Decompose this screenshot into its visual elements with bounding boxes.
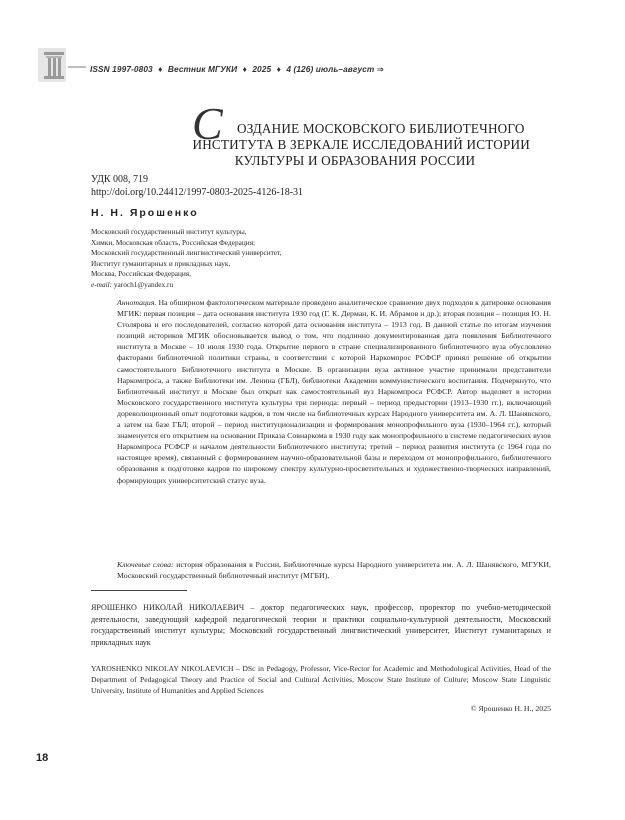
year: 2025 — [252, 64, 272, 74]
separator-2: ♦ — [242, 64, 247, 74]
keywords-text: история образования в России, Библиотечные курсы Народного университета им. А. Л. Шанявского, МГУКИ, Московский государственный библиотечный институт (МГБИ), — [117, 560, 551, 581]
keywords — [117, 559, 551, 581]
title-line-2: ИНСТИТУТА В ЗЕРКАЛЕ ИССЛЕДОВАНИЙ ИСТОРИИ — [192, 137, 530, 152]
separator-3: ♦ — [276, 64, 281, 74]
journal-info — [90, 64, 384, 74]
issue: 4 (126) июль–август — [286, 64, 375, 74]
article-title — [150, 98, 530, 169]
affiliation-line: Химки, Московская область, Российская Федерация; — [91, 237, 256, 247]
doi-link[interactable]: http://doi.org/10.24412/1997-0803-2025-4126-18-31 — [91, 186, 304, 198]
email-label: e-mail: — [91, 279, 113, 289]
author-info-en — [91, 663, 551, 697]
separator-1: ♦ — [158, 64, 163, 74]
abstract — [117, 297, 551, 486]
author-name-ru: ЯРОШЕНКО НИКОЛАЙ НИКОЛАЕВИЧ — [91, 603, 245, 612]
author-name-en: YAROSHENKO NIKOLAY NIKOLAEVICH — [91, 664, 234, 673]
title-initial: С — [192, 98, 223, 149]
journal-name: Вестник МГУКИ — [167, 64, 238, 74]
author-info-ru — [91, 602, 551, 649]
page-number: 18 — [36, 752, 49, 764]
column-logo-icon — [38, 46, 88, 84]
affiliations — [91, 227, 282, 290]
arrow-icon: ⇒ — [376, 64, 384, 74]
copyright: © Ярошенко Н. Н., 2025 — [470, 704, 551, 713]
author-info-ru-text: – доктор педагогических наук, профессор, проректор по учебно-методической деятельности, заведующий кафедрой педагогической теории и практики социально-культурной деятельности, Московский государственный институт культуры; Московский государственный лингвистический университет, Институт гуманитарных и прикладных наук — [91, 603, 551, 648]
author-info-en-text: – DSc in Pedagogy, Professor, Vice-Rector for Academic and Methodological Activities, Head of the Department of Pedagogical Theory and Practice of Social and Cultural Activities, Moscow State Institute of Culture; Moscow State Linguistic University, Institute of Humanities and Applied Sciences — [91, 664, 551, 696]
author-name: Н. Н. Ярошенко — [91, 207, 199, 219]
udc: УДК 008, 719 — [91, 174, 149, 185]
title-line-3: КУЛЬТУРЫ И ОБРАЗОВАНИЯ РОССИИ — [234, 153, 476, 168]
keywords-label: Ключевые слова: — [117, 560, 174, 569]
udc-doi-block — [91, 174, 303, 199]
affiliation-line: Московский государственный институт культуры, — [91, 227, 247, 236]
affiliation-line: Московский государственный лингвистический университет, — [91, 248, 282, 257]
email-link[interactable]: yaroch1@yandex.ru — [113, 279, 174, 289]
affiliation-line: Москва, Российская Федерация, — [91, 269, 191, 278]
footnote-divider — [91, 590, 187, 591]
issn: ISSN 1997-0803 — [90, 64, 153, 74]
abstract-label: Аннотация. — [117, 298, 157, 307]
title-line-1: ОЗДАНИЕ МОСКОВСКОГО БИБЛИОТЕЧНОГО — [237, 121, 525, 136]
email-line — [91, 280, 282, 291]
running-header — [38, 46, 598, 86]
affiliation-line: Институт гуманитарных и прикладных наук, — [91, 258, 231, 268]
abstract-text: На обширном фактологическом материале проведено аналитическое сравнение двух подходов к датировке основания МГИК: первая позиция – дата основания института 1930 год (Г. К. Дерман, К. И. Абрамов и др.); вторая позиция – позиция Ю. Н. Столярова и его последователей, согласно которой дата основания института – 1913 год. В данной статье по итогам изучения позиций историков МГИК обосновывается вывод о том, что подлинно документированная дата появления Библиотечного института в Москве – 10 июля 1930 года. Открытие первого в стране специализированного библиотечного вуза обусловлено факторами библиотечной политики страны, в соответствии с которой Наркомпрос РСФСР принял решение об открытии самостоятельного Библиотечного института в Москве. В организации вуза активное участие принимали представители Наркомпроса, а также Библиотеки им. Ленина (ГБЛ), библиотеки Академии коммунистического воспитания. Подчеркнуто, что Библиотечный институт в Москве был открыт как самостоятельный вуз Наркомпроса РСФСР. Автор выделяет в истории Московского государственного института культуры три периода: первый – период предыстории (1913–1930 гг.), включающий дореволюционный опыт подготовки кадров, в том числе на библиотечных курсах Народного университета им. А. Л. Шанявского, а затем на базе ГБЛ; второй – период институционализации и формирования монопрофильного вуза (1930–1964 гг.), который знаменуется его открытием на основании Приказа Совнаркома в 1930 году как монопрофильного в системе педагогических вузов Наркомпроса РСФСР и началом деятельности Библиотечного института; третий – период развития института (с 1964 года по настоящее время), связанный с формированием научно-образовательной базы и переходом от монопрофильного, библиотечного образования к подготовке кадров по широкому спектру культурно-просветительных и художественно-творческих направлений, формирующих университетский статус вуза. — [117, 298, 551, 485]
